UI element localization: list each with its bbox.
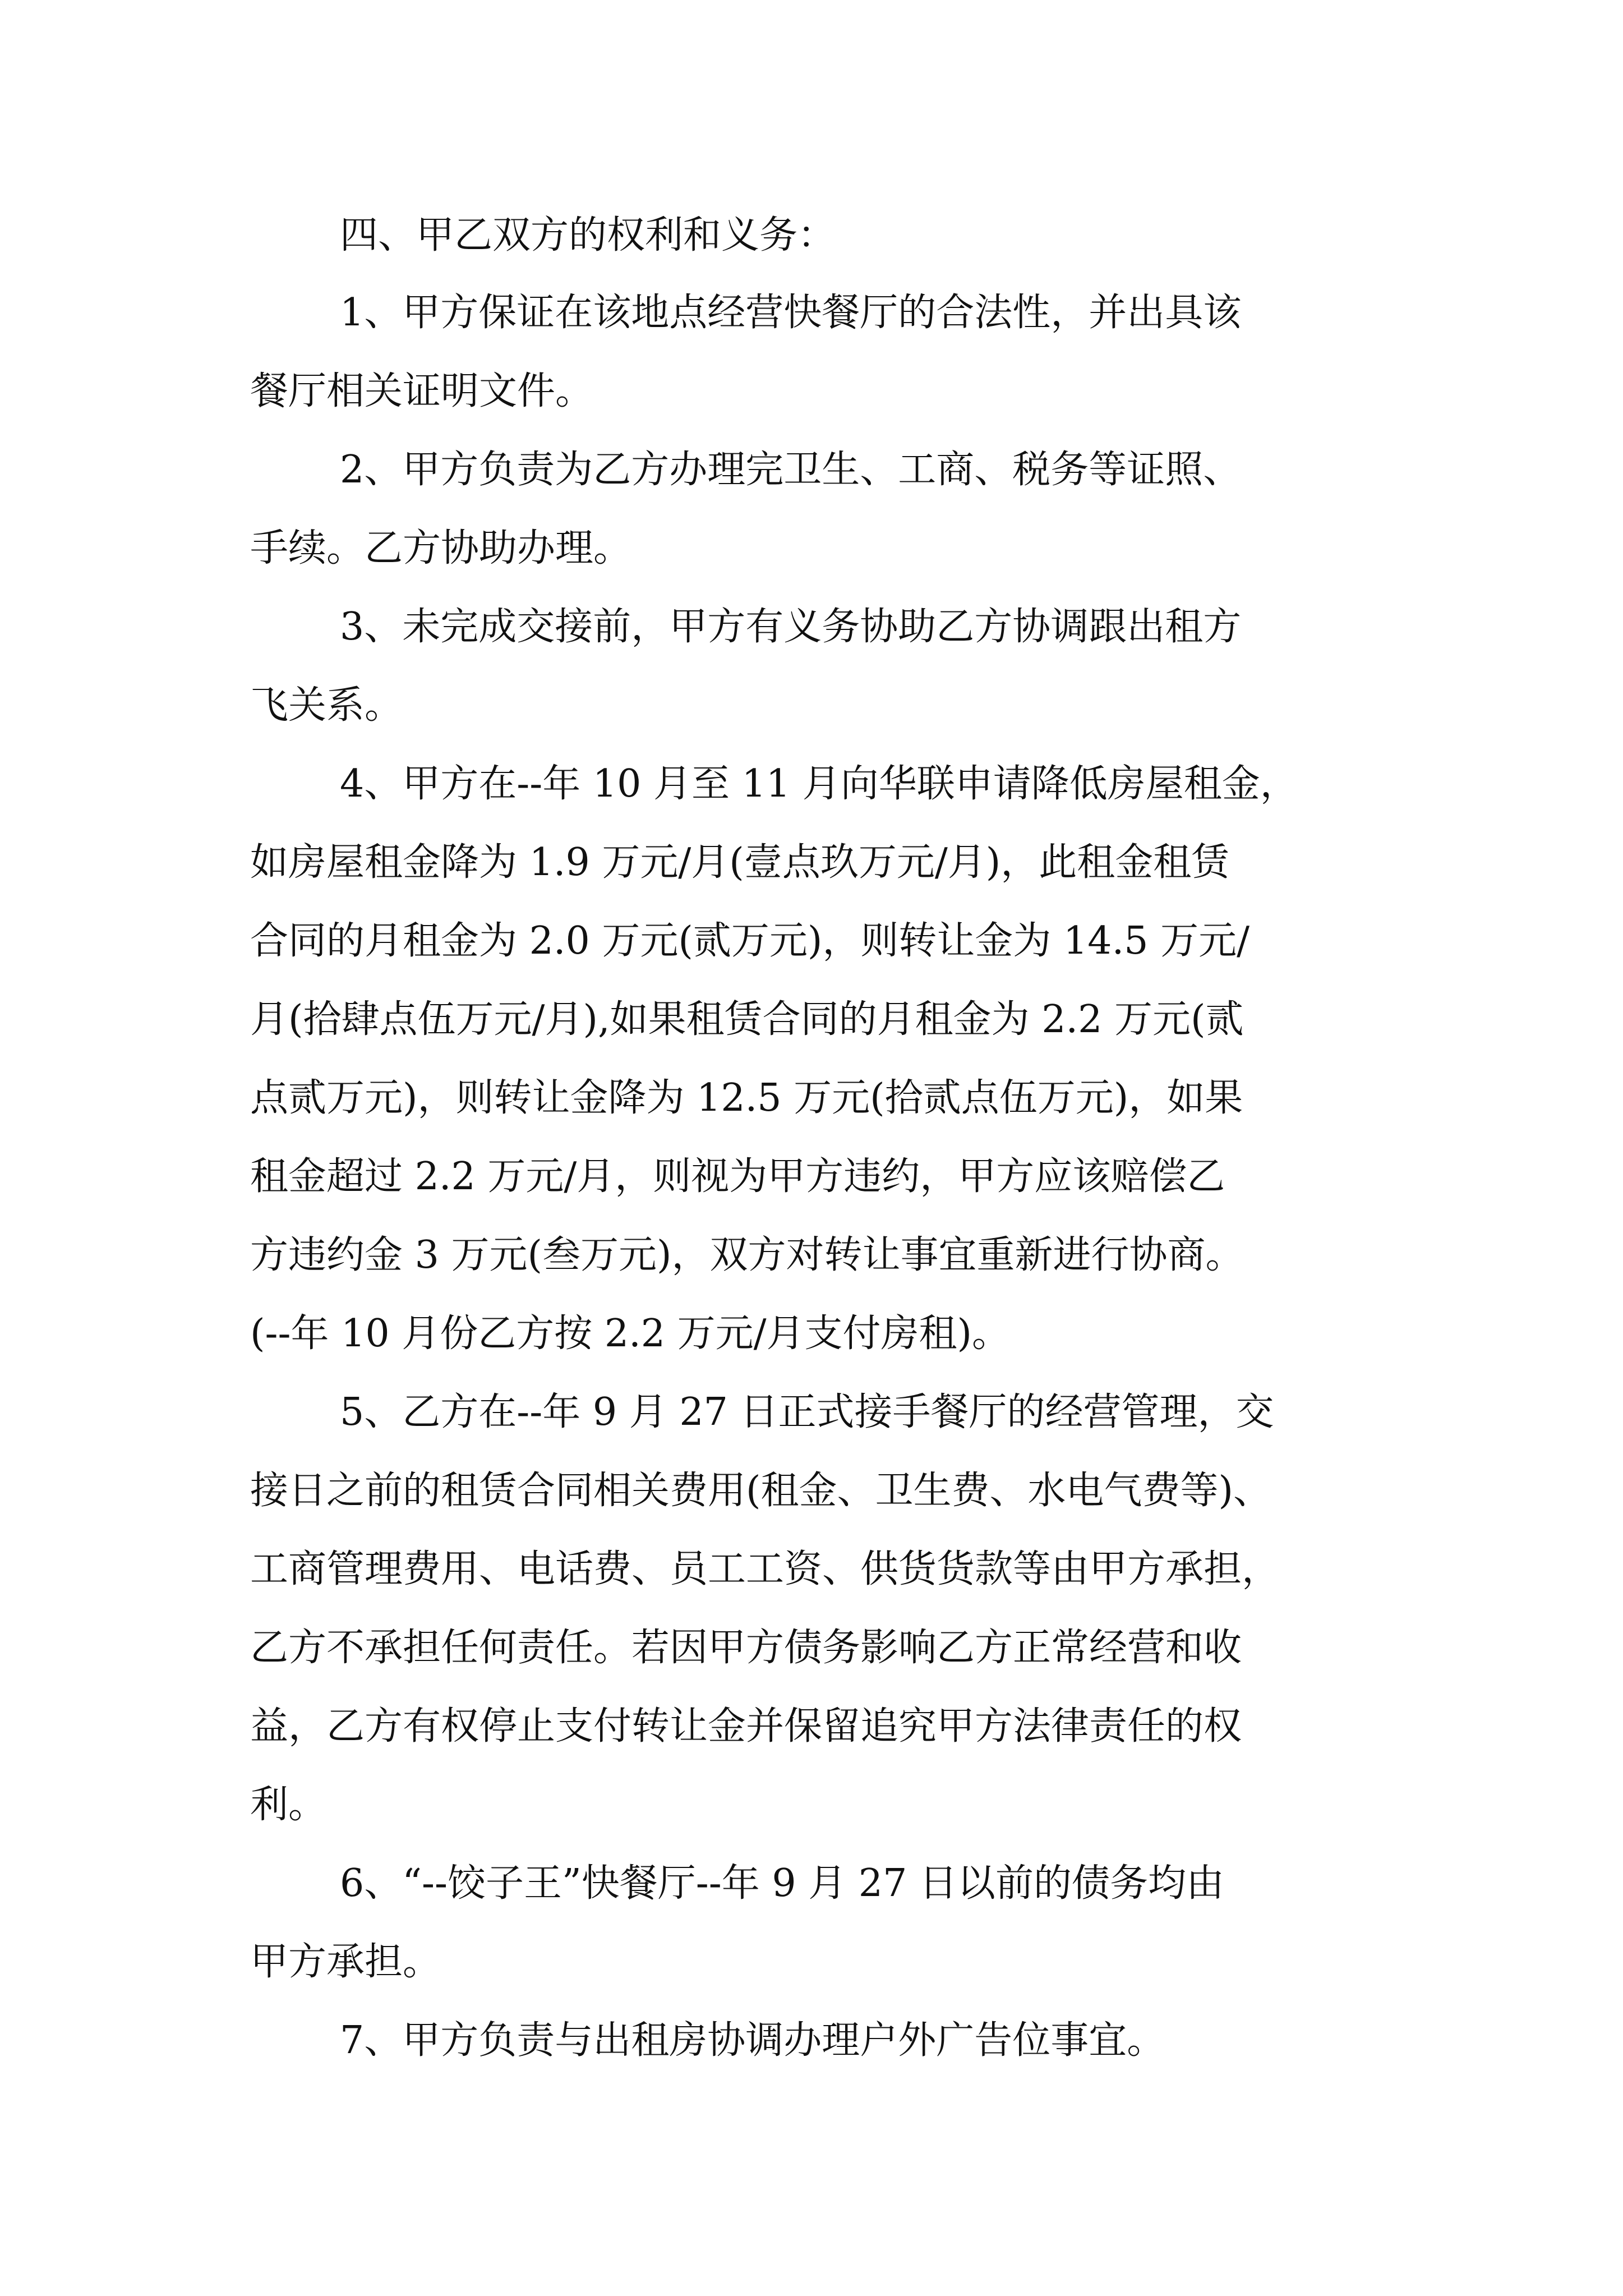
clause-5-line-5: 益，乙方有权停止支付转让金并保留追究甲方法律责任的权 [250,1704,1242,1749]
clause-4-line-7: 方违约金 3 万元(叁万元)，双方对转让事宜重新进行协商。 [250,1233,1244,1277]
clause-4-line-2: 如房屋租金降为 1.9 万元/月(壹点玖万元/月)，此租金租赁 [250,840,1230,885]
clause-4-line-8: (--年 10 月份乙方按 2.2 万元/月支付房租)。 [250,1312,1011,1356]
clause-2-line-2: 手续。乙方协助办理。 [250,526,632,570]
clause-1-line-2: 餐厅相关证明文件。 [250,369,594,413]
clause-4-line-4: 月(拾肆点伍万元/月),如果租赁合同的月租金为 2.2 万元(贰 [250,997,1244,1042]
clause-5-line-3: 工商管理费用、电话费、员工工资、供货货款等由甲方承担， [250,1547,1280,1591]
clause-4-line-6: 租金超过 2.2 万元/月，则视为甲方违约，甲方应该赔偿乙 [250,1154,1225,1199]
clause-6-line-2: 甲方承担。 [250,1940,441,1984]
clause-5-line-2: 接日之前的租赁合同相关费用(租金、卫生费、水电气费等)、 [250,1469,1272,1513]
clause-7-line-1: 7、甲方负责与出租房协调办理户外广告位事宜。 [340,2018,1165,2063]
clause-6-line-1: 6、“--饺子王”快餐厅--年 9 月 27 日以前的债务均由 [340,1861,1224,1906]
clause-4-line-1: 4、甲方在--年 10 月至 11 月向华联申请降低房屋租金， [340,762,1298,806]
clause-5-line-1: 5、乙方在--年 9 月 27 日正式接手餐厅的经营管理，交 [340,1390,1274,1434]
clause-4-line-5: 点贰万元)，则转让金降为 12.5 万元(拾贰点伍万元)，如果 [250,1076,1243,1120]
clause-4-line-3: 合同的月租金为 2.0 万元(贰万元)，则转让金为 14.5 万元/ [250,919,1249,963]
clause-5-line-6: 利。 [250,1783,327,1827]
clause-3-line-1: 3、未完成交接前，甲方有义务协助乙方协调跟出租方 [340,605,1242,649]
clause-5-line-4: 乙方不承担任何责任。若因甲方债务影响乙方正常经营和收 [250,1626,1242,1670]
clause-3-line-2: 飞关系。 [250,683,403,728]
clause-2-line-1: 2、甲方负责为乙方办理完卫生、工商、税务等证照、 [340,448,1242,492]
clause-1-line-1: 1、甲方保证在该地点经营快餐厅的合法性，并出具该 [340,291,1242,335]
section-heading: 四、甲乙双方的权利和义务： [340,213,836,257]
